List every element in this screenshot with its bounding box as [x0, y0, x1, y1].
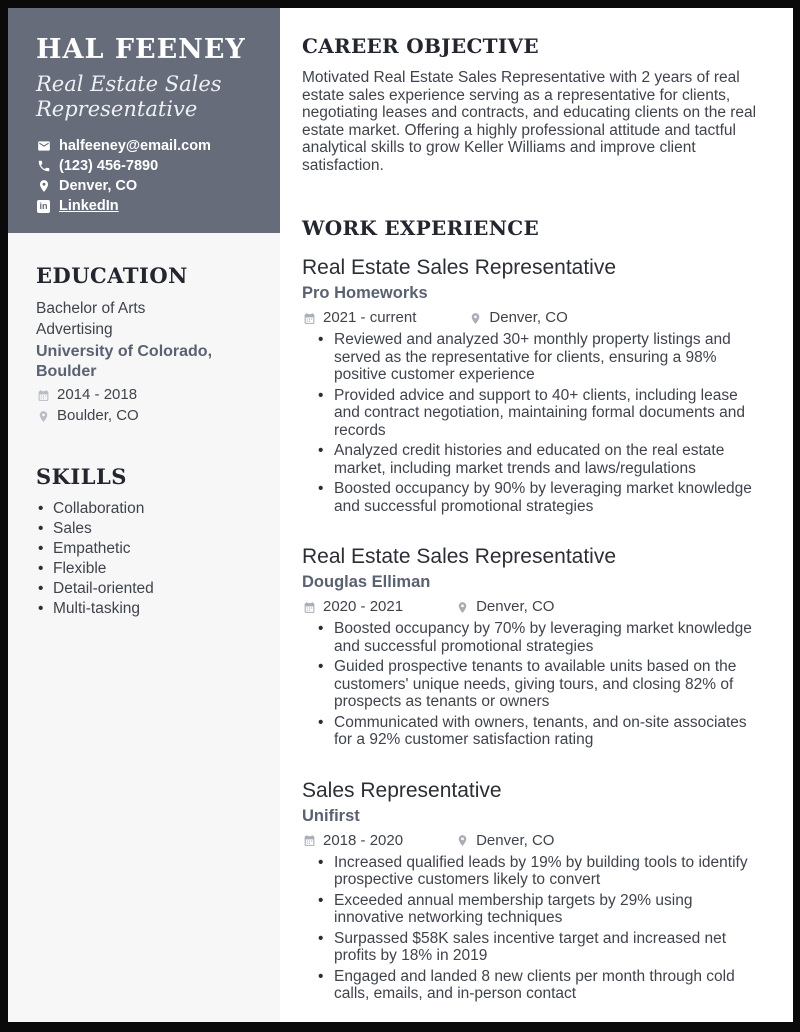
career-objective-heading: CAREER OBJECTIVE: [302, 34, 539, 58]
job-dates-row: [302, 599, 403, 615]
contact-block: [36, 139, 258, 214]
job-entry: [302, 256, 767, 515]
job-location-row: [468, 310, 567, 326]
calendar-icon: [36, 388, 50, 402]
skill-item: • Detail-oriented: [36, 579, 256, 599]
job-bullet: • Analyzed credit histories and educated on the real estate market, including market trends and laws/regulations: [314, 442, 754, 477]
sidebar: [8, 8, 280, 1022]
job-bullet: • Exceeded annual membership targets by 29% using innovative networking techniques: [314, 892, 754, 927]
skill-item: • Collaboration: [36, 499, 256, 519]
location-pin-icon: [455, 834, 469, 848]
job-location-row: [455, 833, 554, 849]
job-location: Denver, CO: [476, 831, 555, 849]
contact-email: [36, 139, 258, 154]
sidebar-body: [8, 233, 280, 619]
linkedin-link[interactable]: LinkedIn: [59, 197, 119, 214]
email-icon: [36, 139, 51, 154]
job-bullet: • Provided advice and support to 40+ clients, including lease and contract negotiation, maintaining formal documents and records: [314, 387, 754, 440]
job-bullet: • Engaged and landed 8 new clients per month through cold calls, emails, and in-person contact: [314, 968, 754, 1003]
job-bullet: • Surpassed $58K sales incentive target and increased net profits by 18% in 2019: [314, 930, 754, 965]
job-meta-row: [302, 310, 767, 326]
job-dates: 2021 - current: [323, 309, 417, 327]
main-content: [280, 8, 793, 1022]
job-company: Unifirst: [302, 806, 360, 825]
career-objective-section: [302, 34, 767, 174]
job-title: Real Estate Sales Representative: [302, 256, 617, 279]
education-location: Boulder, CO: [57, 407, 139, 424]
education-dates-row: [36, 387, 256, 403]
career-objective-text: Motivated Real Estate Sales Representative with 2 years of real estate sales experience serving as a representative for clients, negotiating leases and contracts, and educating clients on the real estate market. Offering a highly professional attitude and tactful analytical skills to grow Keller Williams and improve client satisfaction.: [302, 69, 757, 174]
education-school: University of Colorado, Boulder: [36, 343, 213, 380]
skill-item: • Sales: [36, 519, 256, 539]
job-bullet: • Reviewed and analyzed 30+ monthly property listings and served as the representative for clients, ensuring a 98% positive customer experience: [314, 331, 754, 384]
job-bullets: [302, 620, 754, 749]
job-location: Denver, CO: [489, 309, 568, 327]
contact-email-text: halfeeney@email.com: [59, 137, 211, 154]
skill-item: • Multi-tasking: [36, 599, 256, 619]
calendar-icon: [302, 600, 316, 614]
job-bullet: • Boosted occupancy by 90% by leveraging market knowledge and successful promotional strategies: [314, 480, 754, 515]
job-dates: 2020 - 2021: [323, 598, 404, 616]
sidebar-header: [8, 8, 280, 233]
location-pin-icon: [36, 409, 50, 423]
person-title: Real Estate Sales Representative: [36, 72, 222, 121]
work-experience-heading: WORK EXPERIENCE: [302, 216, 540, 240]
job-bullet: • Communicated with owners, tenants, and on-site associates for a 92% customer satisfaction rating: [314, 714, 754, 749]
location-pin-icon: [455, 600, 469, 614]
education-dates: 2014 - 2018: [57, 386, 138, 403]
job-dates-row: [302, 310, 416, 326]
location-pin-icon: [36, 179, 51, 194]
job-meta-row: [302, 599, 767, 615]
job-entry: [302, 545, 767, 749]
contact-linkedin: [36, 199, 258, 214]
contact-location: [36, 179, 258, 194]
job-entry: [302, 779, 767, 1003]
phone-icon: [36, 159, 51, 174]
job-dates: 2018 - 2020: [323, 831, 404, 849]
job-dates-row: [302, 833, 403, 849]
education-heading: EDUCATION: [36, 263, 188, 288]
contact-phone: [36, 159, 258, 174]
education-section: [36, 263, 256, 424]
skill-item: • Empathetic: [36, 539, 256, 559]
education-degree: Bachelor of Arts Advertising: [36, 300, 146, 338]
job-company: Douglas Elliman: [302, 573, 431, 592]
job-meta-row: [302, 833, 767, 849]
job-bullets: [302, 854, 754, 1003]
job-bullet: • Boosted occupancy by 70% by leveraging market knowledge and successful promotional strategies: [314, 620, 754, 655]
skill-item: • Flexible: [36, 559, 256, 579]
job-title: Sales Representative: [302, 778, 502, 802]
job-bullet: • Increased qualified leads by 19% by building tools to identify prospective customers likely to convert: [314, 854, 754, 889]
person-name: HAL FEENEY: [36, 34, 246, 65]
location-pin-icon: [468, 311, 482, 325]
contact-location-text: Denver, CO: [59, 177, 138, 194]
work-experience-section: [302, 216, 767, 1003]
contact-phone-text: (123) 456-7890: [59, 157, 159, 174]
job-location: Denver, CO: [476, 598, 555, 616]
job-bullet: • Guided prospective tenants to available units based on the customers' unique needs, giving tours, and closing 82% of prospects as tenants or owners: [314, 658, 754, 711]
linkedin-icon: in: [36, 199, 51, 214]
job-title: Real Estate Sales Representative: [302, 545, 617, 569]
job-company: Pro Homeworks: [302, 284, 428, 303]
skills-list: [36, 499, 256, 619]
skills-heading: SKILLS: [36, 464, 127, 489]
skills-section: [36, 464, 256, 619]
calendar-icon: [302, 834, 316, 848]
calendar-icon: [302, 311, 316, 325]
job-bullets: [302, 331, 754, 515]
resume-page: [8, 8, 793, 1022]
job-location-row: [455, 599, 554, 615]
education-location-row: [36, 408, 256, 424]
